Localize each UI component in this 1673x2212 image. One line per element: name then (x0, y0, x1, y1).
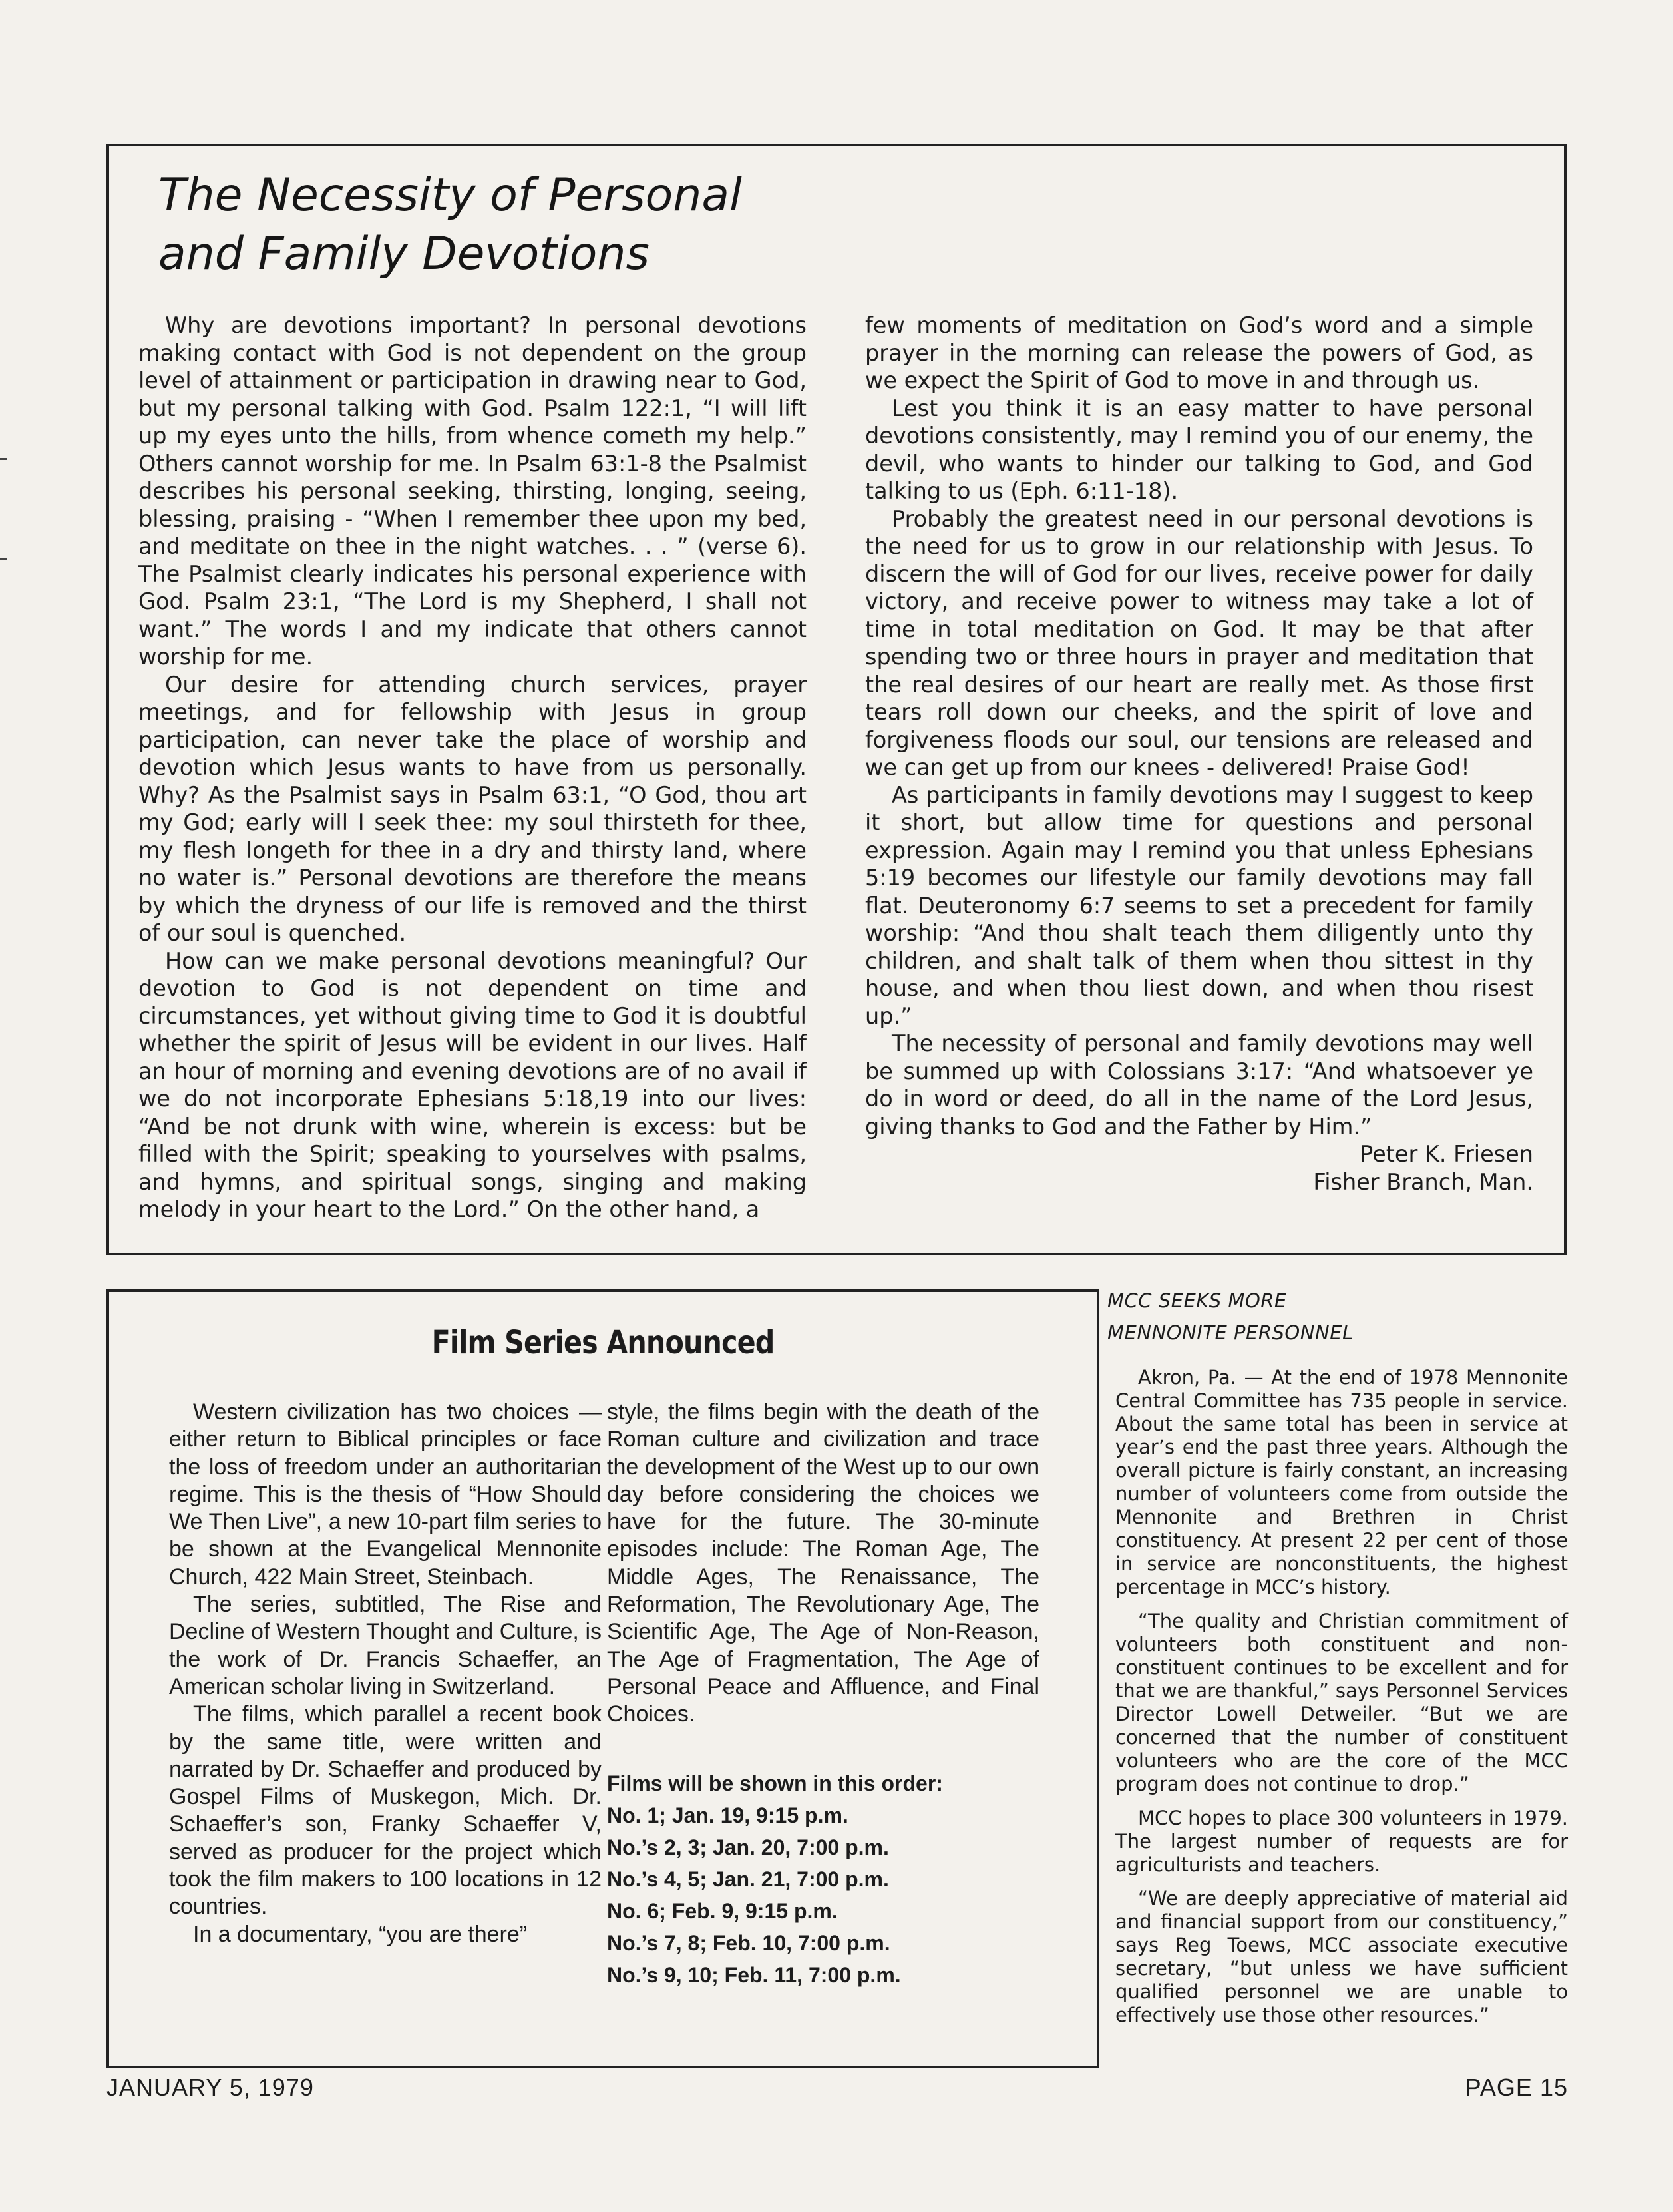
article-paragraph: Our desire for attending church services, prayer meetings, and for fellowship with Jesus in group participation, can never take the place of worship and devotion which Jesus wants to have from us personally. Why? As the Psalmist says in Psalm 63:1, “O God, thou art my God; early will I seek thee: my soul thirsteth for thee, my flesh longeth for thee in a dry and thirsty land, where no water is.” Personal devotions are therefore the means by which the dryness of our life is removed and the thirst of our soul is quenched. (138, 671, 807, 946)
film-schedule-item: No. 1; Jan. 19, 9:15 p.m. (607, 1803, 848, 1827)
article-paragraph: Probably the greatest need in our personal devotions is the need for us to grow in our relationship with Jesus. To discern the will of God for our lives, receive power for daily victory, and receive power to witness may take a lot of time in total meditation on God. It may be that after spending two or three hours in prayer and meditation that the real desires of our heart are really met. As those first tears roll down our cheeks, and the spirit of love and forgiveness floods our soul, our tensions are released and we can get up from our knees - delivered! Praise God! (865, 505, 1533, 780)
article-title (158, 166, 957, 284)
film-series-title: Film Series Announced (431, 1324, 775, 1361)
film-paragraph: In a documentary, “you are there” (193, 1921, 528, 1947)
mcc-paragraph: “We are deeply appreciative of material aid and financial support from our constituency,” says Reg Toews, MCC associate executive secretary, “but unless we have sufficient qualified personnel we are unable to effectively use those other resources.” (1115, 1887, 1568, 2026)
film-paragraph: The films, which parallel a recent book by the same title, were written and narrated by Dr. Schaeffer and produced by Gospel Films of Muskegon, Mich. Dr. Schaeffer’s son, Franky Schaeffer V, served as producer for the project which took the film makers to 100 locations in 12 countries. (169, 1701, 602, 1920)
article-paragraph: How can we make personal devotions meaningful? Our devotion to God is not dependent on time and circumstances, yet without giving time to God it is doubtful whether the spirit of Jesus will be evident in our lives. Half an hour of morning and evening devotions are of no avail if we do not incorporate Ephesians 5:18,19 into our lives: “And be not drunk with wine, wherein is excess: but be filled with the Spirit; speaking to yourselves with psalms, and hymns, and spiritual songs, singing and making melody in your heart to the Lord.” On the other hand, a (138, 947, 807, 1222)
article-title-line-2: and Family Devotions (158, 228, 650, 280)
article-column-2 (865, 312, 1533, 1196)
scan-mark (0, 558, 7, 560)
mcc-paragraph: “The quality and Christian commitment of volunteers both constituent and non-constituent continues to be excellent and for that we are thankful,” says Personnel Services Director Lowell Detweiler. “But we are concerned that the number of constituent volunteers who are the core of the MCC program does not continue to drop.” (1115, 1610, 1568, 1795)
article-paragraph-continued: few moments of meditation on God’s word and a simple prayer in the morning can release the powers of God, as we expect the Spirit of God to move in and through us. (865, 312, 1533, 393)
scan-mark (0, 458, 7, 460)
film-schedule-item: No.’s 7, 8; Feb. 10, 7:00 p.m. (607, 1930, 890, 1955)
article-column-1 (138, 312, 807, 1223)
mcc-headline-line-1: MCC SEEKS MORE (1107, 1289, 1287, 1312)
film-series-article (106, 1289, 1099, 2068)
devotions-article (106, 144, 1567, 1255)
article-author: Peter K. Friesen (1360, 1141, 1533, 1167)
mcc-paragraph: MCC hopes to place 300 volunteers in 1979. The largest number of requests are for agriculturists and teachers. (1115, 1807, 1568, 1876)
film-schedule-item: No.’s 9, 10; Feb. 11, 7:00 p.m. (607, 1962, 901, 1987)
film-schedule-item: No. 6; Feb. 9, 9:15 p.m. (607, 1898, 838, 1923)
mcc-headline (1107, 1285, 1568, 1349)
film-paragraph: The series, subtitled, The Rise and Decline of Western Thought and Culture, is the work of Dr. Francis Schaeffer, an American scholar living in Switzerland. (169, 1592, 602, 1699)
footer-page-number: PAGE 15 (1465, 2074, 1568, 2101)
article-paragraph: The necessity of personal and family devotions may well be summed up with Colossians 3:17: “And whatsoever ye do in word or deed, do all in the name of the Lord Jesus, giving thanks to God and the Father by Him.” (865, 1030, 1533, 1140)
film-column-2 (607, 1399, 1039, 1991)
article-paragraph: Why are devotions important? In personal devotions making contact with God is not dependent on the group level of attainment or participation in drawing near to God, but my personal talking with God. Psalm 122:1, “I will lift up my eyes unto the hills, from whence cometh my help.” Others cannot worship for me. In Psalm 63:1-8 the Psalmist describes his personal seeking, thirsting, longing, seeing, blessing, praising - “When I remember thee upon my bed, and meditate on thee in the night watches. . . ” (verse 6). The Psalmist clearly indicates his personal experience with God. Psalm 23:1, “The Lord is my Shepherd, I shall not want.” The words I and my indicate that others cannot worship for me. (138, 312, 807, 670)
film-schedule (607, 1767, 1039, 1991)
mcc-paragraph: Akron, Pa. — At the end of 1978 Mennonite Central Committee has 735 people in service. About the same total has been in service at year’s end the past three years. Although the overall picture is fairly constant, an increasing number of volunteers come from outside the Mennonite and Brethren in Christ constituency. At present 22 per cent of those in service are nonconstituents, the highest percentage in MCC’s history. (1115, 1366, 1568, 1598)
film-paragraph-continued: style, the films begin with the death of the Roman culture and civilization and trace the development of the West up to our own day before considering the choices we have for the future. The 30-minute episodes include: The Roman Age, The Middle Ages, The Renaissance, The Reformation, The Revolutionary Age, The Scientific Age, The Age of Non-Reason, The Age of Fragmentation, The Age of Personal Peace and Affluence, and Final Choices. (607, 1399, 1039, 1727)
article-title-line-1: The Necessity of Personal (158, 169, 742, 222)
film-column-1 (169, 1399, 602, 1948)
article-paragraph: Lest you think it is an easy matter to have personal devotions consistently, may I remind you of our enemy, the devil, who wants to hinder our talking to God, and God talking to us (Eph. 6:11-18). (865, 395, 1533, 504)
article-author-location: Fisher Branch, Man. (1313, 1168, 1533, 1195)
mcc-article (1107, 1285, 1568, 2038)
footer-date: JANUARY 5, 1979 (106, 2074, 314, 2101)
film-schedule-item: No.’s 2, 3; Jan. 20, 7:00 p.m. (607, 1835, 889, 1859)
film-schedule-heading: Films will be shown in this order: (607, 1771, 943, 1795)
film-paragraph: Western civilization has two choices — either return to Biblical principles or face the loss of freedom under an authoritarian regime. This is the thesis of “How Should We Then Live”, a new 10-part film series to be shown at the Evangelical Mennonite Church, 422 Main Street, Steinbach. (169, 1399, 602, 1590)
mcc-headline-line-2: MENNONITE PERSONNEL (1107, 1321, 1354, 1344)
article-paragraph: As participants in family devotions may I suggest to keep it short, but allow time for questions and personal expression. Again may I remind you that unless Ephesians 5:19 becomes our lifestyle our family devotions may fall flat. Deuteronomy 6:7 seems to set a precedent for family worship: “And thou shalt teach them diligently unto thy children, and shalt talk of them when thou sittest in thy house, and when thou liest down, and when thou risest up.” (865, 781, 1533, 1029)
film-schedule-item: No.’s 4, 5; Jan. 21, 7:00 p.m. (607, 1867, 889, 1891)
